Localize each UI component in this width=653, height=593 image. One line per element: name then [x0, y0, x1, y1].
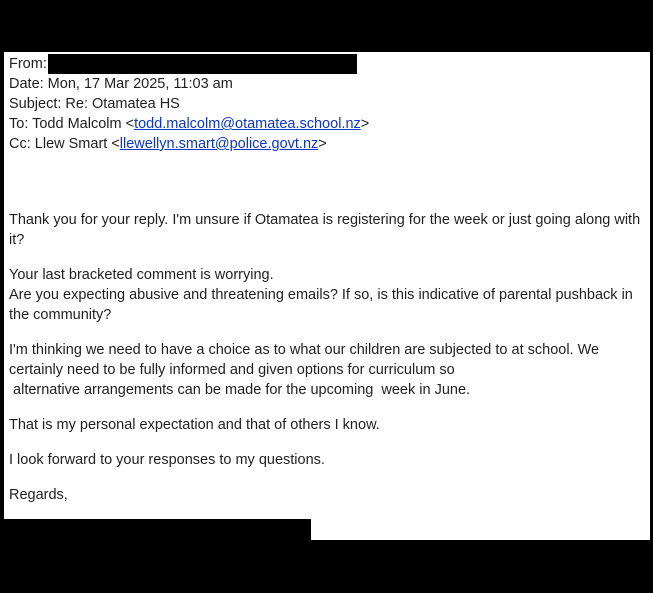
- redaction-bar-signature: [4, 519, 311, 541]
- to-email-link[interactable]: todd.malcolm@otamatea.school.nz: [134, 116, 361, 132]
- cc-email-link[interactable]: llewellyn.smart@police.govt.nz: [119, 136, 319, 152]
- body-paragraph-3-line-2: alternative arrangements can be made for the upcoming week in June.: [9, 382, 471, 398]
- body-paragraph-2-line-1: Your last bracketed comment is worrying.: [9, 267, 274, 283]
- body-paragraph-3-line-1: I'm thinking we need to have a choice as to what our children are subjected to at school. We certainly need to be fully informed and given options for curriculum so: [9, 342, 600, 378]
- to-suffix: >: [360, 116, 370, 132]
- body-paragraph-2: [9, 265, 641, 325]
- from-label: From:: [9, 56, 47, 72]
- body-paragraph-5: I look forward to your responses to my questions.: [9, 452, 325, 468]
- cc-suffix: >: [318, 136, 327, 152]
- to-line: [9, 114, 641, 134]
- email-page: [4, 52, 650, 540]
- cc-prefix: Cc: Llew Smart <: [9, 136, 120, 152]
- redaction-bar-sender: [48, 54, 357, 74]
- body-paragraph-1: Thank you for your reply. I'm unsure if Otamatea is registering for the week or just going along with it?: [9, 212, 641, 248]
- cc-line: [9, 134, 641, 154]
- body-paragraph-2-line-2: Are you expecting abusive and threatening emails? If so, is this indicative of parental pushback in the community?: [9, 287, 633, 323]
- date-line: Date: Mon, 17 Mar 2025, 11:03 am: [9, 76, 233, 92]
- body-paragraph-3: [9, 340, 641, 400]
- body-sign-off: Regards,: [9, 487, 68, 503]
- to-prefix: To: Todd Malcolm <: [9, 116, 135, 132]
- email-body: [9, 210, 641, 520]
- body-paragraph-4: That is my personal expectation and that of others I know.: [9, 417, 380, 433]
- subject-line: Subject: Re: Otamatea HS: [9, 96, 180, 112]
